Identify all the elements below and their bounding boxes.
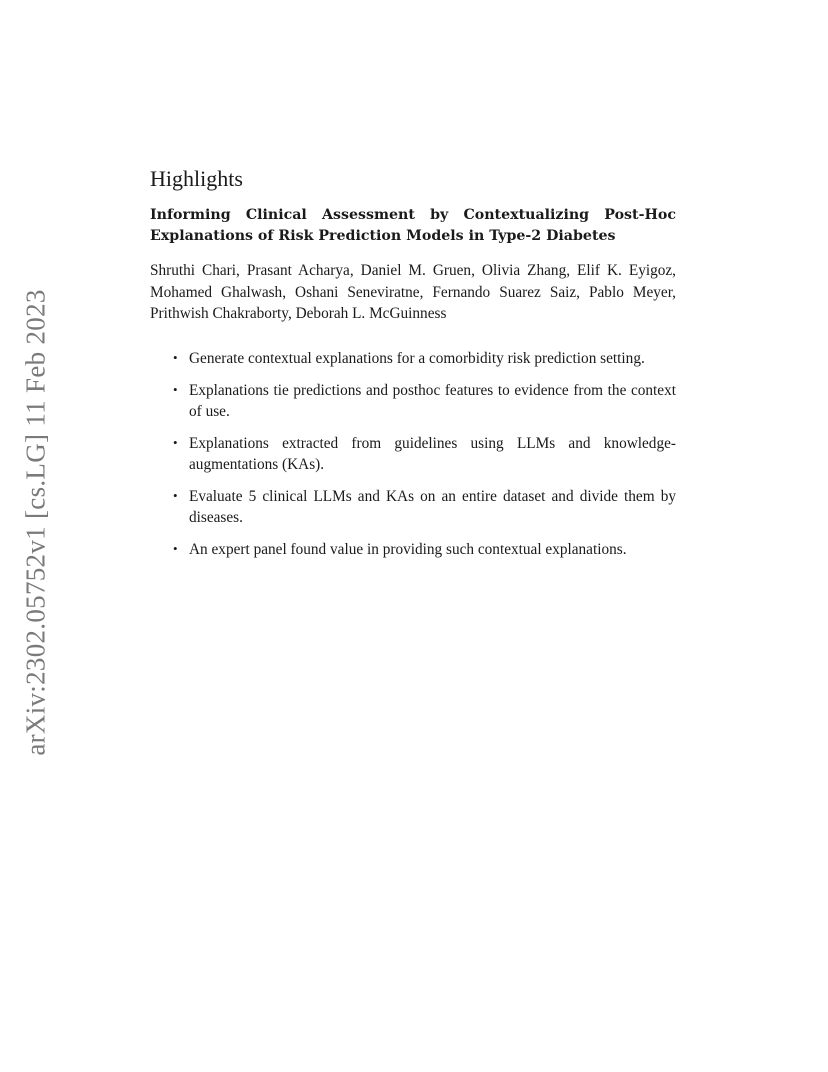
author-list: Shruthi Chari, Prasant Acharya, Daniel M. Gruen, Olivia Zhang, Elif K. Eyigoz, Mohamed Ghalwash, Oshani Seneviratne, Fernando Suarez Saiz, Pablo Meyer, Prithwish Chakraborty, Deborah L. McGuinness (150, 262, 676, 323)
highlight-item (173, 434, 676, 476)
highlight-text: An expert panel found value in providing such contextual explanations. (189, 541, 627, 559)
highlight-item (173, 349, 676, 370)
highlight-text: Generate contextual explanations for a comorbidity risk prediction setting. (189, 349, 645, 367)
highlights-list (150, 349, 676, 561)
bullet-icon: • (173, 434, 178, 450)
arxiv-identifier: arXiv:2302.05752v1 [cs.LG] 11 Feb 2023 (20, 288, 51, 756)
paper-title: Informing Clinical Assessment by Contextualizing Post-Hoc Explanations of Risk Prediction Models in Type-2 Diabetes (150, 207, 676, 245)
arxiv-identifier-margin (12, 287, 60, 757)
highlight-item (173, 381, 676, 423)
highlight-item (173, 540, 676, 561)
section-heading: Highlights (150, 166, 243, 191)
bullet-icon: • (173, 488, 178, 504)
highlight-text: Explanations tie predictions and posthoc features to evidence from the context of use. (189, 381, 676, 420)
highlight-item (173, 487, 676, 529)
highlights-page (150, 166, 676, 572)
highlight-text: Evaluate 5 clinical LLMs and KAs on an entire dataset and divide them by diseases. (189, 488, 676, 526)
bullet-icon: • (173, 349, 178, 365)
bullet-icon: • (173, 541, 178, 557)
highlight-text: Explanations extracted from guidelines using LLMs and knowledge-augmentations (KAs). (189, 434, 676, 473)
bullet-icon: • (173, 381, 178, 397)
